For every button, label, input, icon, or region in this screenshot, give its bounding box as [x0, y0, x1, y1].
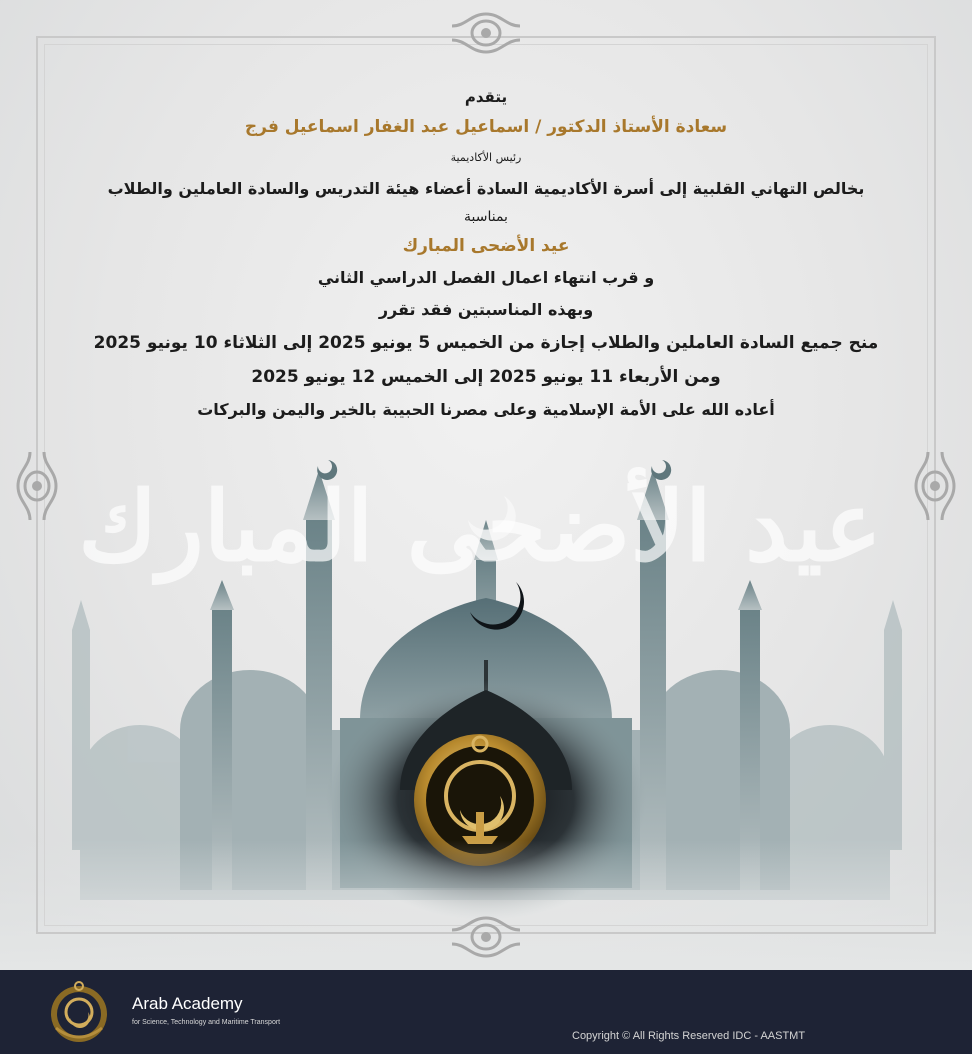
bottom-ornament-icon — [446, 914, 526, 960]
blessing-line: أعاده الله على الأمة الإسلامية وعلى مصرنا الحبيبة بالخير واليمن والبركات — [197, 400, 775, 419]
right-ornament-icon — [912, 446, 958, 526]
occasion-label: بمناسبة — [464, 209, 508, 225]
left-ornament-icon — [14, 446, 60, 526]
academy-subtitle: for Science, Technology and Maritime Transport — [132, 1019, 281, 1026]
copyright-text: Copyright © All Rights Reserved IDC - AASTMT — [572, 1030, 806, 1042]
announcement-text — [60, 82, 912, 426]
academy-logo-icon — [44, 978, 114, 1046]
intro-line: يتقدم — [464, 88, 508, 106]
greeting-line: بخالص التهاني القلبية إلى أسرة الأكاديمية السادة أعضاء هيئة التدريس والسادة العاملين والطلاب — [107, 179, 865, 198]
decision-intro: وبهذه المناسبتين فقد تقرر — [378, 300, 594, 319]
occasion-title: عيد الأضحى المبارك — [402, 236, 570, 256]
calligraphy-watermark: عيد الأضحى المبارك — [78, 470, 882, 583]
footer — [0, 970, 972, 1054]
holiday-line-2: ومن الأربعاء 11 يونيو 2025 إلى الخميس 12 يونيو 2025 — [251, 367, 721, 387]
sender-name: سعادة الأستاذ الدكتور / اسماعيل عبد الغفار اسماعيل فرج — [244, 117, 728, 137]
semester-note: و قرب انتهاء اعمال الفصل الدراسي الثاني — [317, 268, 655, 287]
top-ornament-icon — [446, 10, 526, 56]
academy-name: Arab Academy — [132, 994, 243, 1013]
sender-title: رئيس الأكاديمية — [450, 151, 522, 164]
holiday-line-1: منح جميع السادة العاملين والطلاب إجازة من الخميس 5 يونيو 2025 إلى الثلاثاء 10 يونيو 2025 — [93, 333, 879, 353]
